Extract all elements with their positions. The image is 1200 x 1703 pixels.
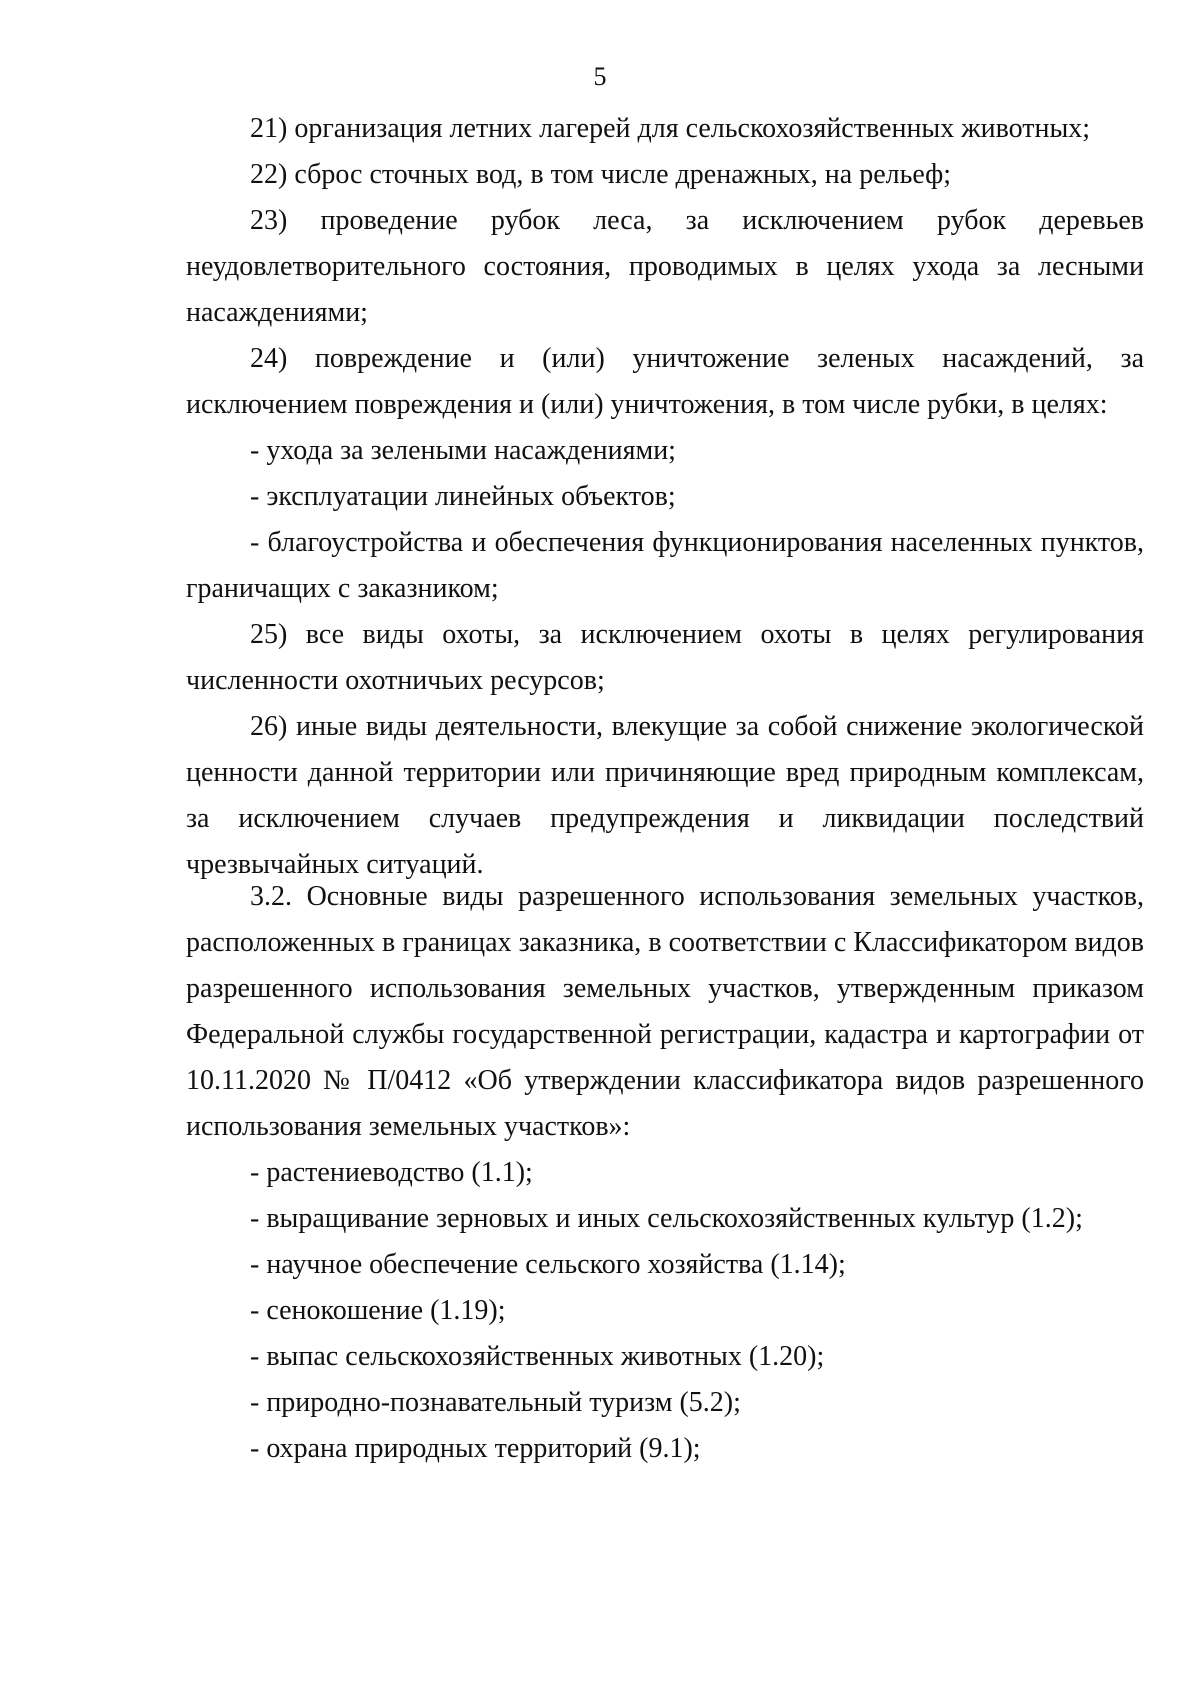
item-22: 22) сброс сточных вод, в том числе дренажных, на рельеф; [250,159,952,190]
section-3-2-intro: 3.2. Основные виды разрешенного использования земельных участков, расположенных в границах заказника, в соответствии с Классификатором видов разрешенного использования земельных участков, утвержденным приказом Федеральной службы государственной регистрации, кадастра и картографии от 10.11.2020 № П/0412 «Об утверждении классификатора видов разрешенного использования земельных участков»: [186,881,1144,1142]
prohibited-activities-list [186,106,1144,888]
land-use-item: - растениеводство (1.1); [250,1157,533,1188]
land-use-item: - выращивание зерновых и иных сельскохозяйственных культур (1.2); [250,1203,1083,1234]
land-use-item: - научное обеспечение сельского хозяйства (1.14); [250,1249,846,1280]
item-24-sub-3: - благоустройства и обеспечения функционирования населенных пунктов, граничащих с заказником; [186,527,1144,604]
land-use-item: - природно-познавательный туризм (5.2); [250,1387,741,1418]
item-21: 21) организация летних лагерей для сельскохозяйственных животных; [250,113,1091,144]
item-25: 25) все виды охоты, за исключением охоты в целях регулирования численности охотничьих ресурсов; [186,619,1144,696]
item-23: 23) проведение рубок леса, за исключением рубок деревьев неудовлетворительного состояния, проводимых в целях ухода за лесными насаждениями; [186,205,1144,328]
section-3-2 [186,874,1144,1472]
item-26: 26) иные виды деятельности, влекущие за собой снижение экологической ценности данной территории или причиняющие вред природным комплексам, за исключением случаев предупреждения и ликвидации последствий чрезвычайных ситуаций. [186,711,1144,880]
land-use-item: - выпас сельскохозяйственных животных (1.20); [250,1341,825,1372]
item-24-sub-1: - ухода за зелеными насаждениями; [250,435,676,466]
item-24: 24) повреждение и (или) уничтожение зеленых насаждений, за исключением повреждения и (или) уничтожения, в том числе рубки, в целях: [186,343,1144,420]
item-24-sub-2: - эксплуатации линейных объектов; [250,481,676,512]
page-number: 5 [593,62,607,91]
land-use-item: - сенокошение (1.19); [250,1295,506,1326]
land-use-item: - охрана природных территорий (9.1); [250,1433,701,1464]
